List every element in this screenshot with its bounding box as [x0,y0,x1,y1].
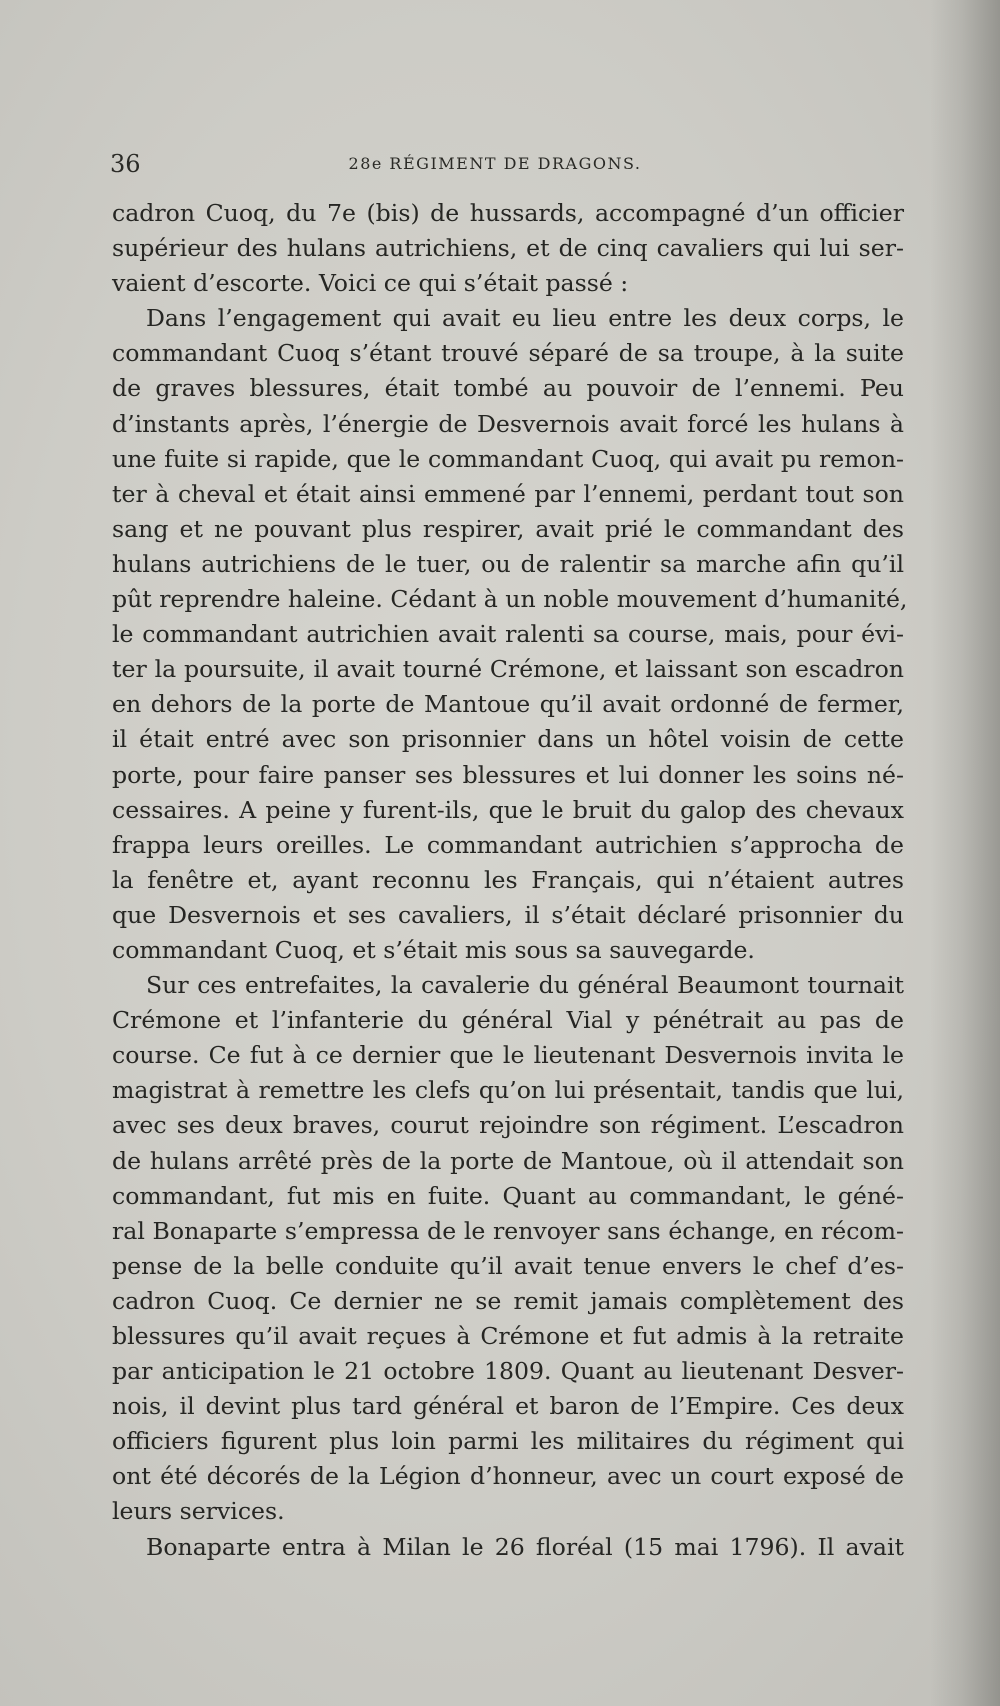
text-line: officiers figurent plus loin parmi les militaires du régiment qui [112,1427,904,1456]
body-text [112,196,908,1565]
text-line: le commandant autrichien avait ralenti sa course, mais, pour évi- [112,620,904,649]
text-line: frappa leurs oreilles. Le commandant autrichien s’approcha de [112,830,904,859]
text-line: ont été décorés de la Légion d’honneur, avec un court exposé de [112,1462,904,1491]
text-line: il était entré avec son prisonnier dans un hôtel voisin de cette [112,725,904,754]
text-line: Sur ces entrefaites, la cavalerie du général Beaumont tournait [146,971,904,1000]
text-line: avec ses deux braves, courut rejoindre son régiment. L’escadron [112,1111,904,1140]
text-line: supérieur des hulans autrichiens, et de cinq cavaliers qui lui ser- [112,234,904,263]
text-line: Dans l’engagement qui avait eu lieu entre les deux corps, le [146,304,904,333]
text-line: commandant, fut mis en fuite. Quant au commandant, le géné- [112,1181,904,1210]
text-line: de hulans arrêté près de la porte de Mantoue, où il attendait son [112,1146,904,1175]
text-line: pense de la belle conduite qu’il avait tenue envers le chef d’es- [112,1251,904,1280]
text-line: commandant Cuoq s’étant trouvé séparé de sa troupe, à la suite [112,339,904,368]
text-line: hulans autrichiens de le tuer, ou de ralentir sa marche afin qu’il [112,549,904,578]
page-number: 36 [110,150,141,178]
text-line: blessures qu’il avait reçues à Crémone et fut admis à la retraite [112,1322,904,1350]
text-line: sang et ne pouvant plus respirer, avait prié le commandant des [112,514,904,543]
text-line: en dehors de la porte de Mantoue qu’il avait ordonné de fermer, [112,690,904,719]
text-line: cessaires. A peine y furent-ils, que le bruit du galop des chevaux [112,795,904,824]
text-line: cadron Cuoq, du 7e (bis) de hussards, accompagné d’un officier [112,199,904,227]
text-line: ter à cheval et était ainsi emmené par l’ennemi, perdant tout son [112,479,904,508]
text-line: ter la poursuite, il avait tourné Crémone, et laissant son escadron [112,655,904,684]
text-line: commandant Cuoq, et s’était mis sous sa sauvegarde. [112,935,755,964]
text-line: Bonaparte entra à Milan le 26 floréal (15 mai 1796). Il avait [146,1532,904,1561]
text-line: de graves blessures, était tombé au pouvoir de l’ennemi. Peu [112,374,904,403]
running-head: 28e RÉGIMENT DE DRAGONS. [348,154,642,173]
text-line: que Desvernois et ses cavaliers, il s’était déclaré prisonnier du [112,900,904,929]
page-header [110,150,880,182]
text-line: vaient d’escorte. Voici ce qui s’était passé : [112,269,629,298]
text-line: magistrat à remettre les clefs qu’on lui présentait, tandis que lui, [112,1076,904,1105]
gutter-shadow [930,0,1000,1706]
text-line: une fuite si rapide, que le commandant Cuoq, qui avait pu remon- [112,444,904,473]
text-line: leurs services. [112,1497,285,1526]
text-line: Crémone et l’infanterie du général Vial y pénétrait au pas de [112,1006,904,1035]
text-line: nois, il devint plus tard général et baron de l’Empire. Ces deux [112,1392,904,1421]
text-line: cadron Cuoq. Ce dernier ne se remit jamais complètement des [112,1286,904,1315]
text-line: la fenêtre et, ayant reconnu les Français, qui n’étaient autres [112,865,904,894]
text-line: par anticipation le 21 octobre 1809. Quant au lieutenant Desver- [112,1357,904,1386]
text-line: ral Bonaparte s’empressa de le renvoyer sans échange, en récom- [112,1216,904,1245]
text-line: porte, pour faire panser ses blessures et lui donner les soins né- [112,760,904,789]
text-line: pût reprendre haleine. Cédant à un noble mouvement d’humanité, [112,585,908,614]
text-line: d’instants après, l’énergie de Desvernois avait forcé les hulans à [112,409,904,438]
text-line: course. Ce fut à ce dernier que le lieutenant Desvernois invita le [112,1041,904,1070]
